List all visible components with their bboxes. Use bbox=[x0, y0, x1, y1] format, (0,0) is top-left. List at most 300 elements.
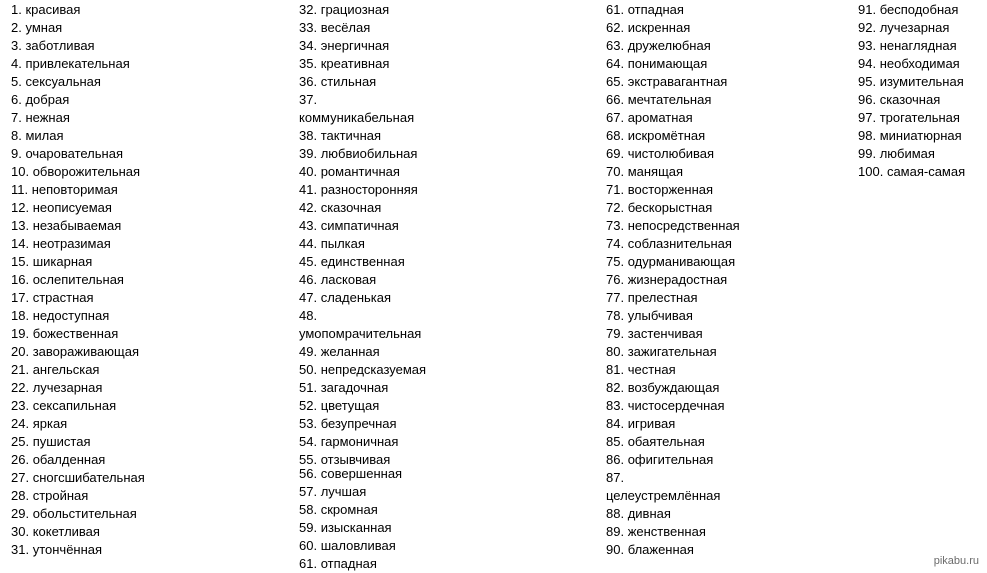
item-number: 14. bbox=[11, 236, 30, 251]
item-number: 36. bbox=[299, 74, 318, 89]
item-number: 74. bbox=[606, 236, 625, 251]
list-item bbox=[606, 379, 740, 397]
list-item bbox=[299, 433, 426, 451]
list-item bbox=[606, 109, 740, 127]
item-number: 30. bbox=[11, 524, 30, 539]
item-number: 66. bbox=[606, 92, 625, 107]
item-word: страстная bbox=[32, 290, 94, 305]
item-number: 9. bbox=[11, 146, 22, 161]
item-word: целеустремлённая bbox=[606, 488, 721, 503]
list-item bbox=[11, 73, 145, 91]
list-item bbox=[299, 415, 426, 433]
list-item bbox=[299, 343, 426, 361]
item-word: ароматная bbox=[627, 110, 693, 125]
list-item bbox=[11, 217, 145, 235]
item-word: весёлая bbox=[320, 20, 371, 35]
item-word: непосредственная bbox=[627, 218, 740, 233]
list-item bbox=[858, 37, 965, 55]
list-item bbox=[606, 397, 740, 415]
item-word: экстравагантная bbox=[627, 74, 728, 89]
item-number: 27. bbox=[11, 470, 30, 485]
list-item bbox=[11, 127, 145, 145]
item-word: красивая bbox=[25, 2, 81, 17]
list-item bbox=[606, 1, 740, 19]
item-number: 71. bbox=[606, 182, 625, 197]
item-word: желанная bbox=[320, 344, 380, 359]
item-word: лучезарная bbox=[879, 20, 950, 35]
item-word: мечтательная bbox=[627, 92, 712, 107]
item-number: 94. bbox=[858, 56, 877, 71]
item-word: романтичная bbox=[320, 164, 400, 179]
item-number: 7. bbox=[11, 110, 22, 125]
item-word: грациозная bbox=[320, 2, 390, 17]
item-word: безупречная bbox=[320, 416, 397, 431]
item-number: 96. bbox=[858, 92, 877, 107]
item-word: пылкая bbox=[320, 236, 365, 251]
item-number: 32. bbox=[299, 2, 318, 17]
item-number: 34. bbox=[299, 38, 318, 53]
item-word: зажигательная bbox=[627, 344, 717, 359]
item-word: скромная bbox=[320, 502, 378, 517]
list-item bbox=[11, 1, 145, 19]
item-number: 4. bbox=[11, 56, 22, 71]
item-number: 87. bbox=[606, 470, 625, 485]
list-column-1 bbox=[11, 1, 145, 559]
item-number: 47. bbox=[299, 290, 318, 305]
item-number: 40. bbox=[299, 164, 318, 179]
item-word: искренная bbox=[627, 20, 691, 35]
item-number: 44. bbox=[299, 236, 318, 251]
list-item bbox=[11, 469, 145, 487]
list-item bbox=[11, 523, 145, 541]
list-item bbox=[858, 91, 965, 109]
item-number: 61. bbox=[299, 556, 318, 571]
item-number: 28. bbox=[11, 488, 30, 503]
list-item bbox=[858, 145, 965, 163]
item-word: разносторонняя bbox=[320, 182, 418, 197]
item-word: изумительная bbox=[879, 74, 964, 89]
item-word: обаятельная bbox=[627, 434, 705, 449]
item-number: 43. bbox=[299, 218, 318, 233]
item-number: 82. bbox=[606, 380, 625, 395]
list-item bbox=[606, 469, 740, 505]
item-word: заботливая bbox=[25, 38, 95, 53]
item-word: женственная bbox=[627, 524, 706, 539]
item-number: 35. bbox=[299, 56, 318, 71]
item-word: любимая bbox=[879, 146, 935, 161]
item-word: сногсшибательная bbox=[32, 470, 145, 485]
list-item bbox=[299, 73, 426, 91]
item-word: жизнерадостная bbox=[627, 272, 728, 287]
item-word: сладенькая bbox=[320, 290, 392, 305]
list-item bbox=[606, 361, 740, 379]
item-number: 6. bbox=[11, 92, 22, 107]
item-number: 98. bbox=[858, 128, 877, 143]
list-item bbox=[606, 253, 740, 271]
item-number: 38. bbox=[299, 128, 318, 143]
item-number: 62. bbox=[606, 20, 625, 35]
list-item bbox=[606, 55, 740, 73]
list-item bbox=[299, 379, 426, 397]
list-item bbox=[11, 451, 145, 469]
item-number: 15. bbox=[11, 254, 30, 269]
list-item bbox=[858, 1, 965, 19]
item-word: недоступная bbox=[32, 308, 110, 323]
list-item bbox=[299, 271, 426, 289]
list-item bbox=[299, 253, 426, 271]
list-item bbox=[858, 109, 965, 127]
list-item bbox=[299, 555, 426, 573]
item-number: 52. bbox=[299, 398, 318, 413]
list-item bbox=[11, 433, 145, 451]
list-item bbox=[299, 501, 426, 519]
list-item bbox=[606, 271, 740, 289]
item-number: 5. bbox=[11, 74, 22, 89]
item-word: отпадная bbox=[320, 556, 377, 571]
item-word: стройная bbox=[32, 488, 89, 503]
list-item bbox=[606, 127, 740, 145]
item-number: 77. bbox=[606, 290, 625, 305]
item-word: одурманивающая bbox=[627, 254, 736, 269]
item-word: энергичная bbox=[320, 38, 390, 53]
item-number: 69. bbox=[606, 146, 625, 161]
list-item bbox=[606, 415, 740, 433]
item-word: неотразимая bbox=[32, 236, 111, 251]
item-number: 18. bbox=[11, 308, 30, 323]
item-word: загадочная bbox=[320, 380, 389, 395]
list-item bbox=[606, 325, 740, 343]
item-number: 54. bbox=[299, 434, 318, 449]
item-word: необходимая bbox=[879, 56, 960, 71]
item-number: 57. bbox=[299, 484, 318, 499]
item-word: милая bbox=[25, 128, 64, 143]
list-item bbox=[11, 361, 145, 379]
item-number: 89. bbox=[606, 524, 625, 539]
list-item bbox=[606, 73, 740, 91]
item-word: неописуемая bbox=[32, 200, 112, 215]
item-number: 79. bbox=[606, 326, 625, 341]
item-number: 59. bbox=[299, 520, 318, 535]
item-number: 51. bbox=[299, 380, 318, 395]
list-column-3 bbox=[606, 1, 740, 559]
item-number: 23. bbox=[11, 398, 30, 413]
item-word: любвиобильная bbox=[320, 146, 418, 161]
list-item bbox=[11, 235, 145, 253]
list-item bbox=[299, 181, 426, 199]
list-item bbox=[11, 109, 145, 127]
item-word: лучезарная bbox=[32, 380, 103, 395]
list-item bbox=[11, 91, 145, 109]
item-number: 25. bbox=[11, 434, 30, 449]
item-word: сказочная bbox=[879, 92, 941, 107]
item-word: честная bbox=[627, 362, 676, 377]
item-number: 31. bbox=[11, 542, 30, 557]
list-item bbox=[606, 433, 740, 451]
list-item bbox=[299, 145, 426, 163]
item-word: бескорыстная bbox=[627, 200, 713, 215]
list-item bbox=[11, 541, 145, 559]
list-item bbox=[858, 73, 965, 91]
item-word: сексапильная bbox=[32, 398, 117, 413]
item-word: искромётная bbox=[627, 128, 706, 143]
item-number: 37. bbox=[299, 92, 318, 107]
item-word: бесподобная bbox=[879, 2, 959, 17]
item-number: 33. bbox=[299, 20, 318, 35]
item-number: 63. bbox=[606, 38, 625, 53]
item-number: 97. bbox=[858, 110, 877, 125]
list-item bbox=[11, 163, 145, 181]
list-item bbox=[606, 19, 740, 37]
item-word: совершенная bbox=[320, 466, 403, 481]
item-number: 64. bbox=[606, 56, 625, 71]
item-word: прелестная bbox=[627, 290, 698, 305]
item-number: 84. bbox=[606, 416, 625, 431]
item-number: 86. bbox=[606, 452, 625, 467]
item-number: 29. bbox=[11, 506, 30, 521]
item-word: нежная bbox=[25, 110, 70, 125]
item-word: обольстительная bbox=[32, 506, 137, 521]
item-word: сексуальная bbox=[25, 74, 101, 89]
list-item bbox=[11, 37, 145, 55]
item-word: сказочная bbox=[320, 200, 382, 215]
list-item bbox=[11, 289, 145, 307]
item-word: гармоничная bbox=[320, 434, 399, 449]
item-word: ослепительная bbox=[32, 272, 124, 287]
item-word: возбуждающая bbox=[627, 380, 720, 395]
item-number: 45. bbox=[299, 254, 318, 269]
list-item bbox=[299, 289, 426, 307]
list-item bbox=[299, 235, 426, 253]
item-number: 49. bbox=[299, 344, 318, 359]
list-item bbox=[299, 199, 426, 217]
list-column-2 bbox=[299, 1, 426, 573]
item-number: 17. bbox=[11, 290, 30, 305]
item-word: симпатичная bbox=[320, 218, 399, 233]
list-item bbox=[11, 145, 145, 163]
list-item bbox=[11, 199, 145, 217]
list-item bbox=[299, 217, 426, 235]
list-item bbox=[606, 37, 740, 55]
item-number: 91. bbox=[858, 2, 877, 17]
item-number: 19. bbox=[11, 326, 30, 341]
item-word: стильная bbox=[320, 74, 377, 89]
list-item bbox=[606, 145, 740, 163]
item-word: манящая bbox=[627, 164, 684, 179]
list-item bbox=[299, 307, 426, 343]
list-item bbox=[606, 451, 740, 469]
item-word: лучшая bbox=[320, 484, 367, 499]
item-word: непредсказуемая bbox=[320, 362, 427, 377]
list-item bbox=[299, 1, 426, 19]
list-item bbox=[299, 537, 426, 555]
item-number: 88. bbox=[606, 506, 625, 521]
list-item bbox=[11, 505, 145, 523]
item-word: утончённая bbox=[32, 542, 103, 557]
item-number: 8. bbox=[11, 128, 22, 143]
item-number: 58. bbox=[299, 502, 318, 517]
list-item bbox=[11, 181, 145, 199]
list-item bbox=[11, 397, 145, 415]
list-item bbox=[606, 235, 740, 253]
item-word: дружелюбная bbox=[627, 38, 711, 53]
list-item bbox=[606, 523, 740, 541]
list-item bbox=[606, 91, 740, 109]
item-number: 73. bbox=[606, 218, 625, 233]
item-word: ненаглядная bbox=[879, 38, 957, 53]
item-number: 10. bbox=[11, 164, 30, 179]
item-number: 48. bbox=[299, 308, 318, 323]
item-number: 76. bbox=[606, 272, 625, 287]
item-word: шикарная bbox=[32, 254, 93, 269]
item-word: самая-самая bbox=[886, 164, 966, 179]
list-column-4 bbox=[858, 1, 965, 181]
item-number: 99. bbox=[858, 146, 877, 161]
list-item bbox=[11, 379, 145, 397]
item-number: 42. bbox=[299, 200, 318, 215]
item-word: привлекательная bbox=[25, 56, 130, 71]
item-number: 16. bbox=[11, 272, 30, 287]
list-item bbox=[299, 397, 426, 415]
item-word: улыбчивая bbox=[627, 308, 693, 323]
item-number: 80. bbox=[606, 344, 625, 359]
item-word: восторженная bbox=[627, 182, 714, 197]
item-number: 56. bbox=[299, 466, 318, 481]
item-number: 26. bbox=[11, 452, 30, 467]
item-word: трогательная bbox=[879, 110, 960, 125]
item-word: обворожительная bbox=[32, 164, 141, 179]
list-item bbox=[299, 519, 426, 537]
item-number: 81. bbox=[606, 362, 625, 377]
item-word: изысканная bbox=[320, 520, 392, 535]
item-number: 53. bbox=[299, 416, 318, 431]
item-number: 65. bbox=[606, 74, 625, 89]
list-item bbox=[299, 361, 426, 379]
list-item bbox=[858, 127, 965, 145]
item-word: умная bbox=[25, 20, 63, 35]
item-word: незабываемая bbox=[32, 218, 122, 233]
list-item bbox=[606, 199, 740, 217]
item-word: очаровательная bbox=[25, 146, 123, 161]
list-item bbox=[11, 253, 145, 271]
item-word: единственная bbox=[320, 254, 405, 269]
item-number: 3. bbox=[11, 38, 22, 53]
item-number: 61. bbox=[606, 2, 625, 17]
list-item bbox=[858, 163, 965, 181]
item-number: 95. bbox=[858, 74, 877, 89]
item-number: 22. bbox=[11, 380, 30, 395]
list-item bbox=[11, 343, 145, 361]
item-number: 92. bbox=[858, 20, 877, 35]
item-number: 72. bbox=[606, 200, 625, 215]
item-number: 83. bbox=[606, 398, 625, 413]
item-word: отпадная bbox=[627, 2, 684, 17]
item-number: 67. bbox=[606, 110, 625, 125]
item-word: коммуникабельная bbox=[299, 110, 415, 125]
list-item bbox=[606, 217, 740, 235]
item-word: божественная bbox=[32, 326, 119, 341]
item-number: 1. bbox=[11, 2, 22, 17]
item-word: чистосердечная bbox=[627, 398, 725, 413]
item-number: 75. bbox=[606, 254, 625, 269]
list-item bbox=[299, 465, 426, 483]
item-word: тактичная bbox=[320, 128, 382, 143]
item-number: 12. bbox=[11, 200, 30, 215]
item-number: 70. bbox=[606, 164, 625, 179]
item-number: 55. bbox=[299, 452, 318, 467]
list-item bbox=[606, 181, 740, 199]
list-item bbox=[606, 163, 740, 181]
item-number: 46. bbox=[299, 272, 318, 287]
list-item bbox=[11, 19, 145, 37]
item-number: 78. bbox=[606, 308, 625, 323]
item-word: дивная bbox=[627, 506, 671, 521]
list-item bbox=[299, 37, 426, 55]
item-word: понимающая bbox=[627, 56, 708, 71]
list-item bbox=[299, 163, 426, 181]
list-item bbox=[299, 483, 426, 501]
list-item bbox=[299, 55, 426, 73]
item-word: офигительная bbox=[627, 452, 714, 467]
item-word: цветущая bbox=[320, 398, 380, 413]
item-word: ласковая bbox=[320, 272, 377, 287]
item-number: 93. bbox=[858, 38, 877, 53]
item-word: соблазнительная bbox=[627, 236, 732, 251]
list-item bbox=[858, 55, 965, 73]
list-item bbox=[11, 55, 145, 73]
item-word: кокетливая bbox=[32, 524, 100, 539]
item-word: добрая bbox=[25, 92, 70, 107]
item-number: 20. bbox=[11, 344, 30, 359]
list-item bbox=[299, 19, 426, 37]
pikabu-watermark: pikabu.ru bbox=[933, 555, 979, 567]
list-item bbox=[11, 487, 145, 505]
item-number: 2. bbox=[11, 20, 22, 35]
item-number: 85. bbox=[606, 434, 625, 449]
item-number: 90. bbox=[606, 542, 625, 557]
list-item bbox=[11, 307, 145, 325]
item-number: 60. bbox=[299, 538, 318, 553]
item-number: 41. bbox=[299, 182, 318, 197]
list-item bbox=[11, 325, 145, 343]
item-number: 21. bbox=[11, 362, 30, 377]
item-number: 24. bbox=[11, 416, 30, 431]
list-item bbox=[858, 19, 965, 37]
item-word: неповторимая bbox=[31, 182, 118, 197]
item-number: 11. bbox=[11, 182, 29, 197]
list-item bbox=[299, 91, 426, 127]
item-word: пушистая bbox=[32, 434, 91, 449]
item-word: ангельская bbox=[32, 362, 100, 377]
list-item bbox=[11, 271, 145, 289]
item-word: шаловливая bbox=[320, 538, 396, 553]
item-word: яркая bbox=[32, 416, 68, 431]
item-number: 100. bbox=[858, 164, 884, 179]
item-word: застенчивая bbox=[627, 326, 703, 341]
list-item bbox=[606, 505, 740, 523]
item-word: креативная bbox=[320, 56, 390, 71]
item-number: 13. bbox=[11, 218, 30, 233]
list-item bbox=[11, 415, 145, 433]
item-word: блаженная bbox=[627, 542, 694, 557]
list-item bbox=[606, 289, 740, 307]
item-word: отзывчивая bbox=[320, 452, 391, 467]
item-word: чистолюбивая bbox=[627, 146, 715, 161]
list-item bbox=[606, 343, 740, 361]
list-item bbox=[606, 541, 740, 559]
item-word: игривая bbox=[627, 416, 676, 431]
item-word: обалденная bbox=[32, 452, 106, 467]
item-word: умопомрачительная bbox=[299, 326, 422, 341]
